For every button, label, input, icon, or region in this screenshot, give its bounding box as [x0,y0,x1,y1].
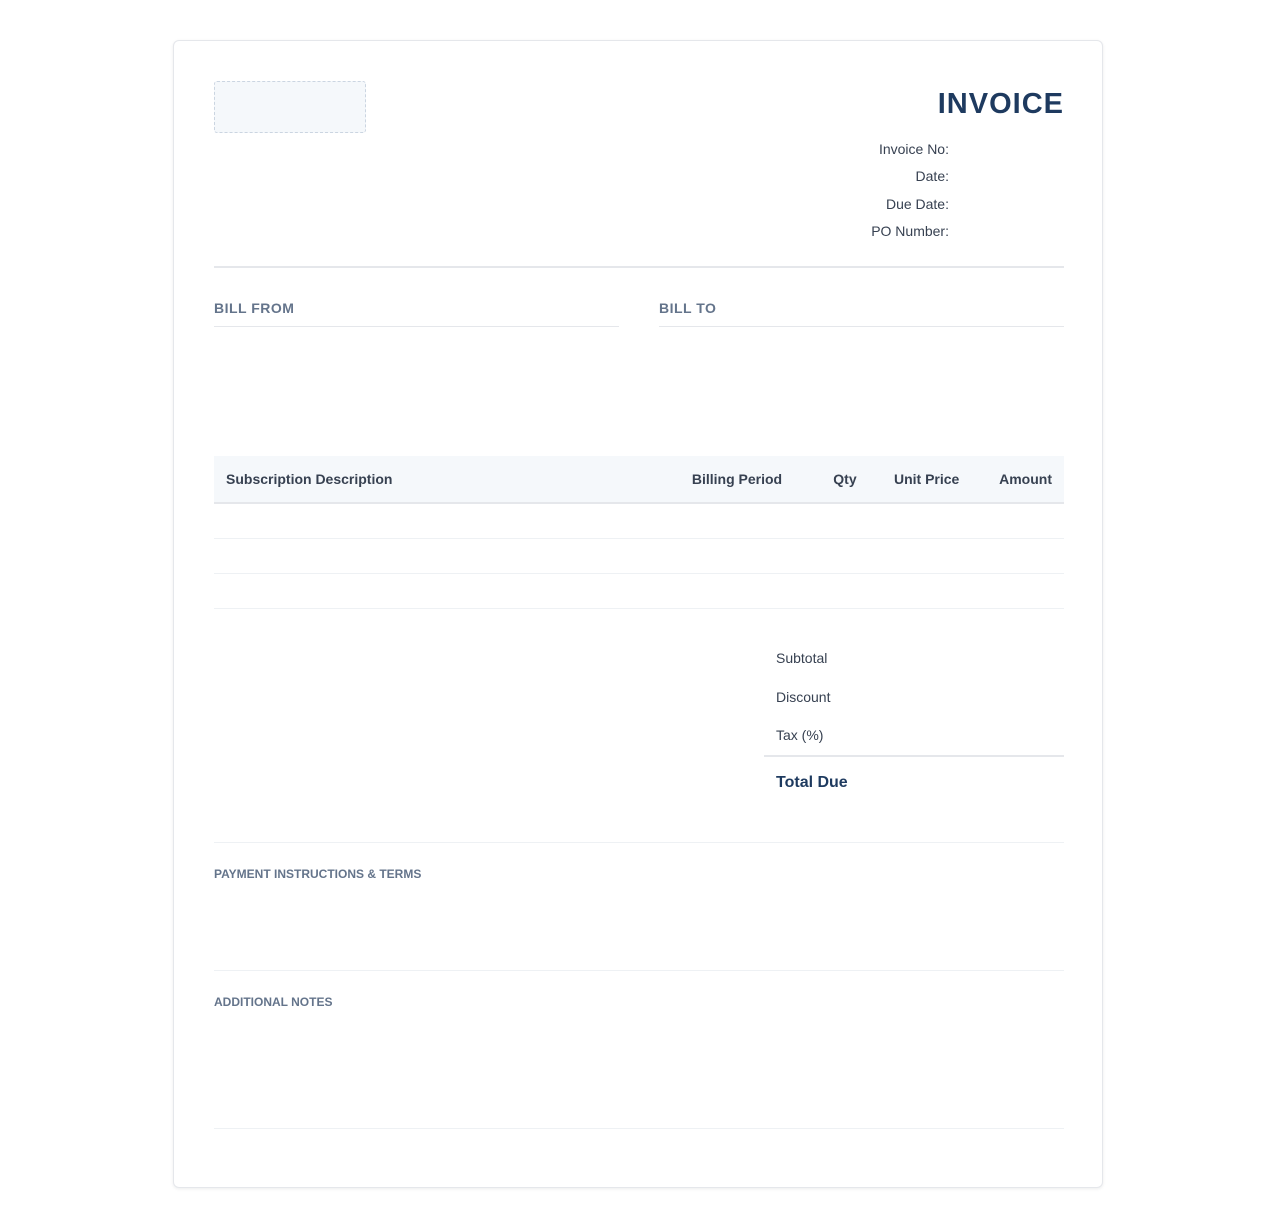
cell-qty[interactable] [794,574,869,609]
meta-date [764,163,1064,191]
discount-row [764,678,1064,717]
total-due-row [764,757,1064,809]
meta-label: PO Number: [871,223,949,240]
bill-from-details[interactable] [214,327,619,335]
meta-invoice-number [764,135,1064,163]
payment-title: PAYMENT INSTRUCTIONS & TERMS [214,867,422,881]
invoice-title: INVOICE [937,88,1064,120]
cell-unit-price[interactable] [869,503,972,539]
footer-divider [214,1128,1064,1129]
total-due-label: Total Due [776,773,848,791]
cell-description[interactable] [214,539,639,574]
cell-qty[interactable] [794,503,869,539]
header-divider [214,266,1064,268]
meta-label: Invoice No: [878,140,949,157]
notes-title: ADDITIONAL NOTES [214,995,333,1009]
column-header-unit-price: Unit Price [869,456,972,503]
payment-body[interactable] [214,882,1064,890]
section-divider [214,842,1064,843]
cell-description[interactable] [214,503,639,539]
bill-to-title: BILL TO [659,299,1064,327]
cell-unit-price[interactable] [869,539,972,574]
tax-label: Tax (%) [776,727,824,744]
section-divider [214,970,1064,971]
invoice-meta [764,135,1064,245]
notes-body[interactable] [214,1010,1064,1018]
cell-billing-period[interactable] [639,503,794,539]
bill-from-title: BILL FROM [214,299,619,327]
cell-amount [971,503,1064,539]
table-row [214,574,1064,609]
meta-due-date [764,190,1064,218]
table-row [214,539,1064,574]
cell-unit-price[interactable] [869,574,972,609]
notes-section [214,994,1064,1018]
bill-to-section [659,299,1064,335]
cell-billing-period[interactable] [639,539,794,574]
subtotal-label: Subtotal [776,650,828,667]
column-header-qty: Qty [794,456,869,503]
payment-section [214,866,1064,890]
cell-amount [971,574,1064,609]
line-items-table [214,456,1064,609]
meta-label: Due Date: [885,195,949,212]
logo-placeholder[interactable] [214,81,366,133]
bill-from-section [214,299,619,335]
bill-to-details[interactable] [659,327,1064,335]
meta-label: Date: [915,168,949,185]
cell-billing-period[interactable] [639,574,794,609]
discount-label: Discount [776,688,831,705]
table-header-row [214,456,1064,503]
totals-block [764,639,1064,809]
invoice-sheet [173,40,1103,1188]
subtotal-row [764,639,1064,678]
tax-row [764,716,1064,755]
cell-description[interactable] [214,574,639,609]
column-header-billing-period: Billing Period [639,456,794,503]
column-header-description: Subscription Description [214,456,639,503]
table-row [214,503,1064,539]
column-header-amount: Amount [971,456,1064,503]
meta-po-number [764,218,1064,246]
cell-qty[interactable] [794,539,869,574]
cell-amount [971,539,1064,574]
